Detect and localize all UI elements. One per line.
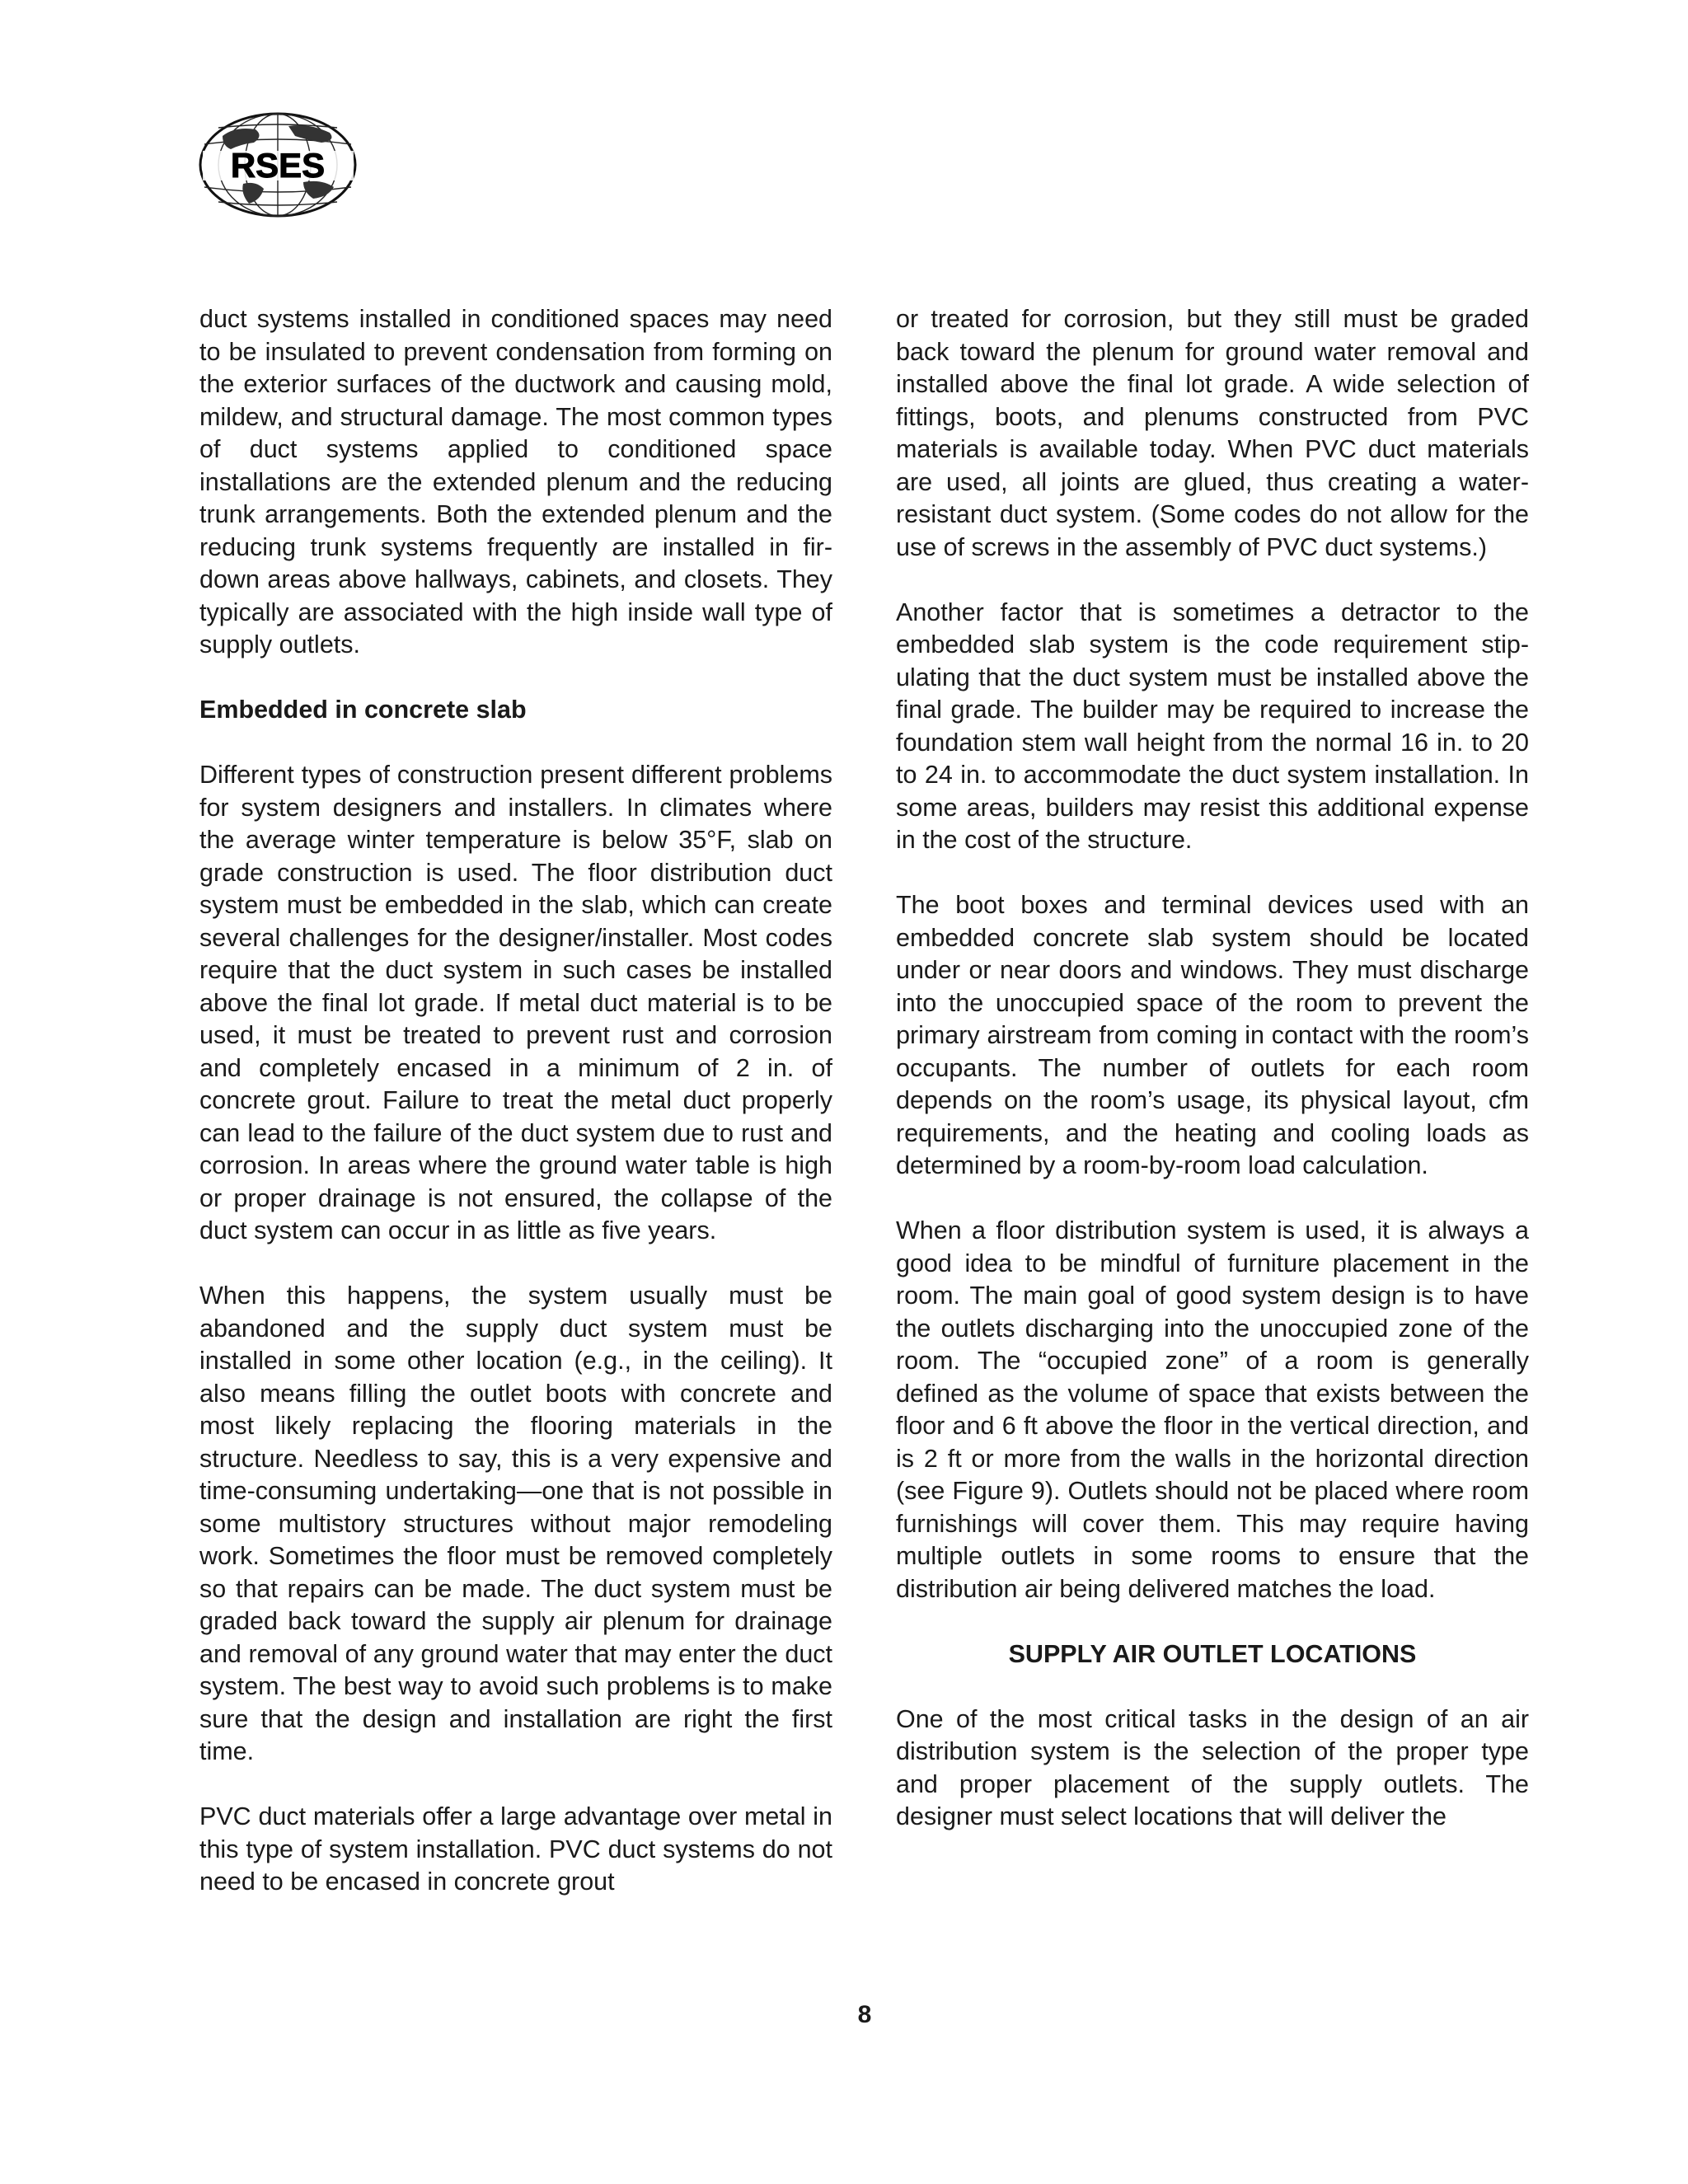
left-paragraph-1: duct systems installed in conditioned spaces may need to be insulated to prevent condensation from forming on the exterior surfaces of the ductwork and causing mold, mildew, and structural damage. The most common types of duct systems applied to conditioned space installations are the extended plenum and the reducing trunk arrangements. Both the extended plenum and the reducing trunk systems frequently are installed in fir-down areas above hallways, cabinets, and closets. They typically are associated with the high inside wall type of supply outlets. [199,305,832,658]
section-heading-supply-air: SUPPLY AIR OUTLET LOCATIONS [1008,1639,1417,1668]
right-paragraph-5: One of the most critical tasks in the design of an air distribution system is the selection of the proper type and proper placement of the supply outlets. The designer must select locations that will deliver the [896,1704,1529,1830]
left-paragraph-2: Different types of construction present different problems for system designers and installers. In climates where the average winter temperature is below 35°F, slab on grade construction is used. The floor distribution duct system must be embedded in the slab, which can create several challenges for the designer/installer. Most codes require that the duct system in such cases be installed above the final lot grade. If metal duct material is to be used, it must be treated to prevent rust and corrosion and completely encased in a minimum of 2 in. of concrete grout. Failure to treat the metal duct properly can lead to the failure of the duct system due to rust and corrosion. In areas where the ground water table is high or proper drainage is not ensured, the collapse of the duct system can occur in as little as five years. [199,761,832,1244]
section-heading-embedded: Embedded in concrete slab [199,696,527,724]
rses-logo [198,111,359,218]
logo-text: RSES [230,146,326,185]
right-paragraph-1: or treated for corrosion, but they still must be graded back toward the plenum for ground water removal and installed above the final lot grade. A wide selection of fittings, boots, and plenums constructed from PVC materials is available today. When PVC duct materials are used, all joints are glued, thus creating a water-resistant duct system. (Some codes do not allow for the use of screws in the assembly of PVC duct systems.) [896,305,1529,561]
left-column [199,303,832,1931]
page-number: 8 [857,2001,872,2028]
right-column [896,303,1529,1866]
right-paragraph-4: When a floor distribution system is used, it is always a good idea to be mindful of furniture placement in the room. The main goal of good system design is to have the outlets discharging into the unoccupied zone of the room. The “occupied zone” of a room is generally defined as the volume of space that exists between the floor and 6 ft above the floor in the vertical direction, and is 2 ft or more from the walls in the horizontal direction (see Figure 9). Outlets should not be placed where room furnishings will cover them. This may require having multiple outlets in some rooms to ensure that the distribution air being delivered matches the load. [896,1216,1529,1603]
right-paragraph-3: The boot boxes and terminal devices used with an embedded concrete slab system should be located under or near doors and windows. They must discharge into the unoccupied space of the room to prevent the primary airstream from coming in contact with the room’s occupants. The number of outlets for each room depends on the room’s usage, its physical layout, cfm requirements, and the heating and cooling loads as determined by a room-by-room load calculation. [896,891,1529,1179]
left-paragraph-3: When this happens, the system usually must be abandoned and the supply duct system must be installed in some other location (e.g., in the ceiling). It also means filling the outlet boots with concrete and most likely replacing the flooring materials in the structure. Needless to say, this is a very expensive and time-consuming undertaking—one that is not possible in some multistory structures without major remodeling work. Sometimes the floor must be removed completely so that repairs can be made. The duct system must be graded back toward the supply air plenum for drainage and removal of any ground water that may enter the duct system. The best way to avoid such problems is to make sure that the design and installation are right the first time. [199,1282,832,1765]
right-paragraph-2: Another factor that is sometimes a detractor to the embedded slab system is the code requirement stipulating that the duct system must be installed above the final grade. The builder may be required to increase the foundation stem wall height from the normal 16 in. to 20 to 24 in. to accommodate the duct system installation. In some areas, builders may resist this additional expense in the cost of the structure. [896,598,1529,854]
left-paragraph-4: PVC duct materials offer a large advantage over metal in this type of system installation. PVC duct systems do not need to be encased in concrete grout [199,1802,832,1896]
